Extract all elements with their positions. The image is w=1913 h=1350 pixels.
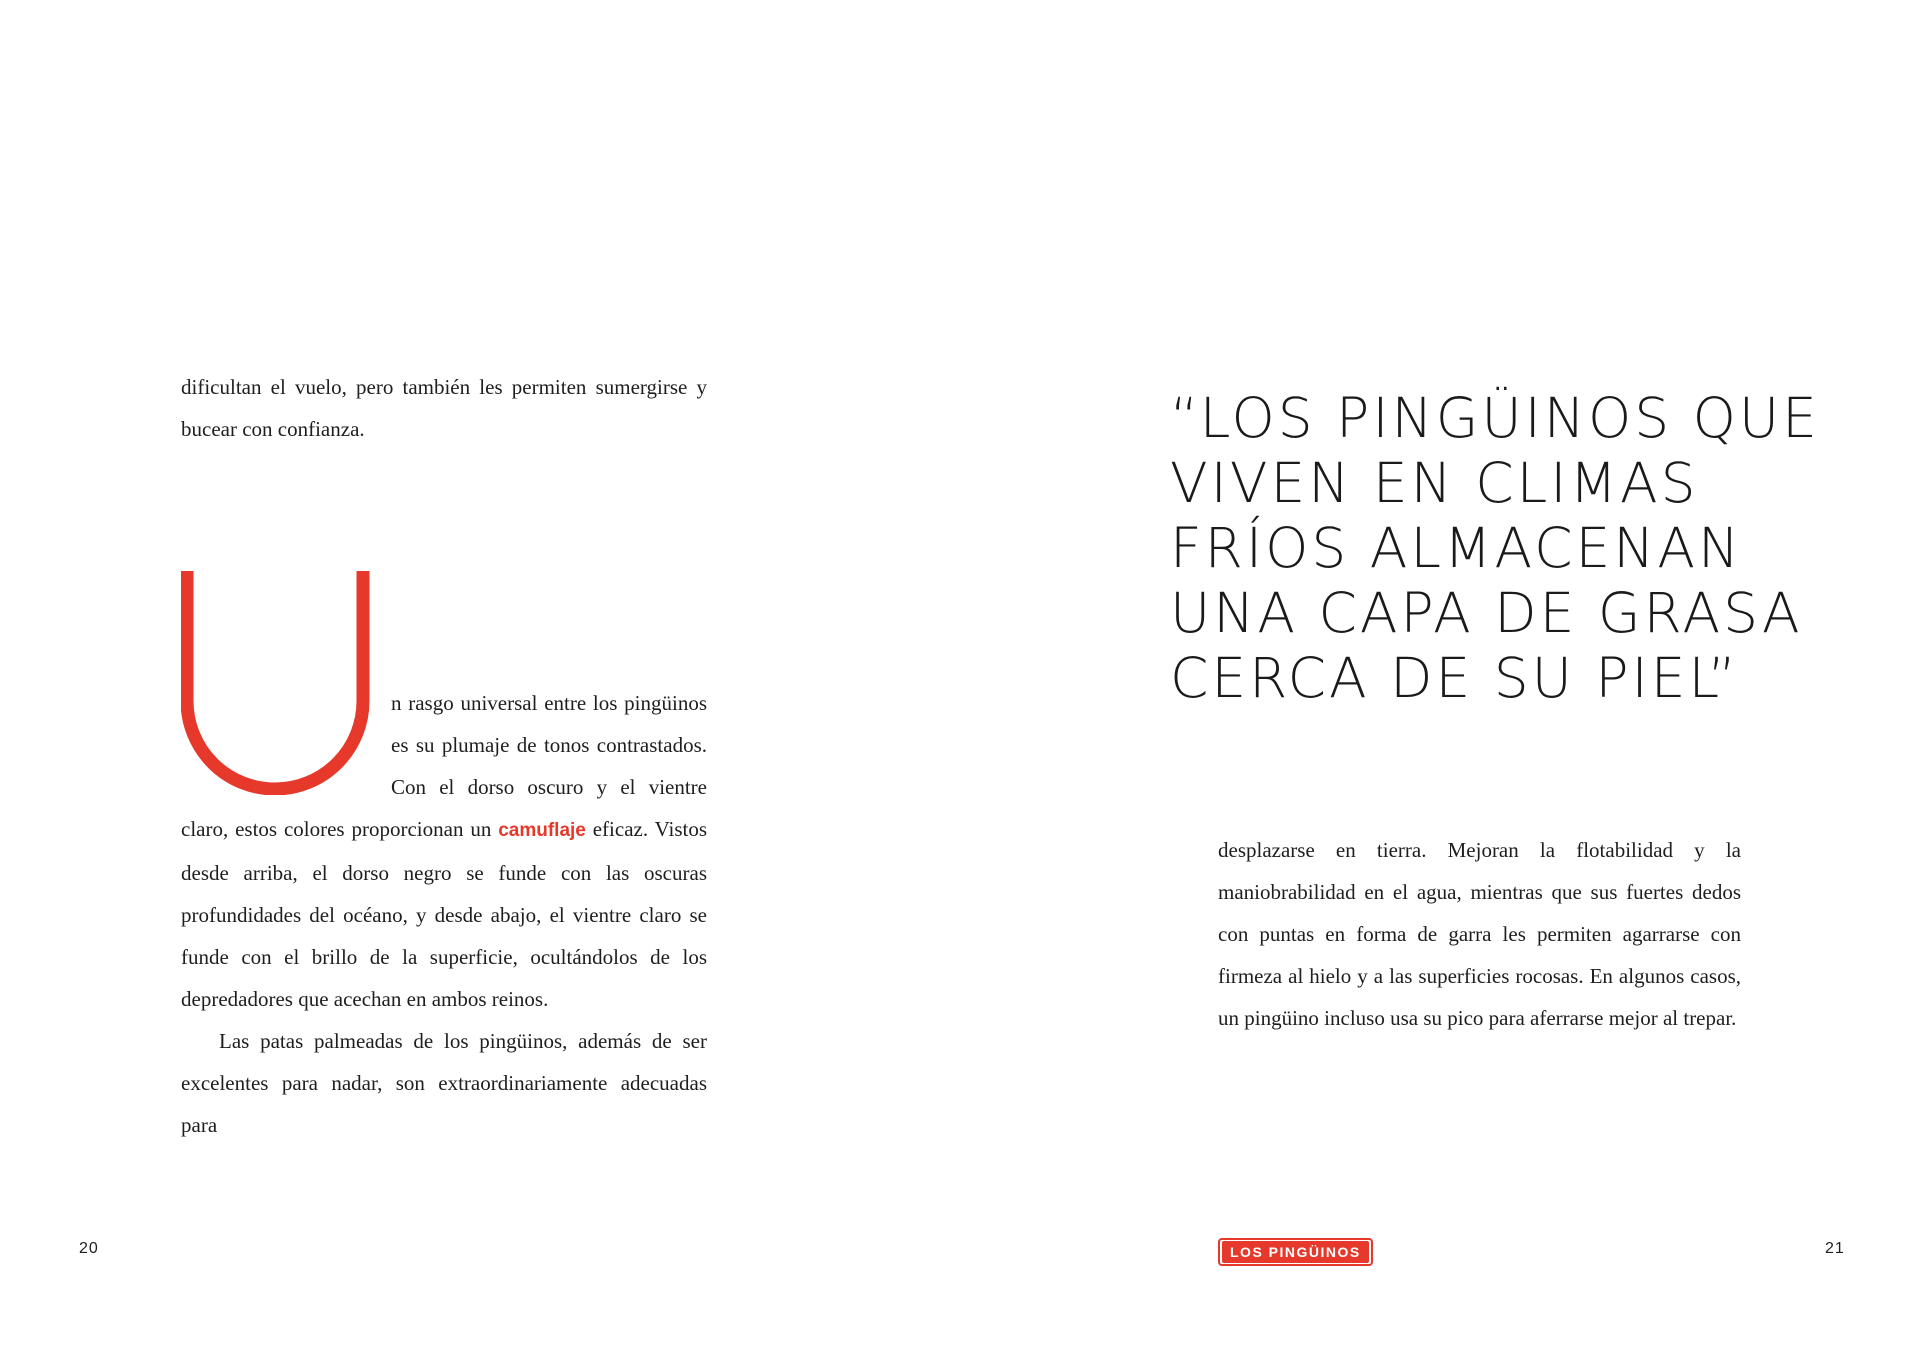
brand-badge [1218, 1238, 1373, 1266]
lead-text: n rasgo universal entre los pingüinos es su plumaje de tonos contrastados. Con el dorso oscuro y el vientre claro, estos colores proporcionan un [181, 691, 707, 841]
pull-quote-line: VIVEN EN CLIMAS [1170, 451, 1699, 515]
lead-text-after: eficaz. Vistos desde arriba, el dorso negro se funde con las oscuras profundidades del océano, y desde abajo, el vientre claro se funde con el brillo de la superficie, ocultándolos de los depredadores que acechan en ambos reinos. [181, 817, 708, 1011]
page-number-right: 21 [1825, 1240, 1845, 1257]
left-continued-paragraph [181, 366, 707, 450]
right-body-paragraph [1218, 829, 1741, 1039]
right-body-text: desplazarse en tierra. Mejoran la flotabilidad y la maniobrabilidad en el agua, mientras que sus fuertes dedos con puntas en forma de garra les permiten agarrarse con firmeza al hielo y a las superficies rocosas. En algunos casos, un pingüino incluso usa su pico para aferrarse mejor al trepar. [1218, 838, 1741, 1030]
highlight-word: camuflaje [498, 820, 586, 841]
pull-quote-line: FRÍOS ALMACENAN [1170, 516, 1743, 580]
page-number-left: 20 [79, 1240, 99, 1257]
pull-quote-line: “LOS PINGÜINOS QUE [1170, 386, 1820, 450]
pull-quote-line: CERCA DE SU PIEL” [1170, 646, 1740, 710]
drop-cap [181, 571, 391, 785]
brand-label: LOS PINGÜINOS [1222, 1241, 1369, 1263]
left-drop-cap-section [181, 571, 707, 1146]
continued-text: dificultan el vuelo, pero también les permiten sumergirse y bucear con confianza. [181, 375, 707, 441]
pull-quote-line: UNA CAPA DE GRASA [1170, 581, 1803, 645]
pull-quote [1170, 386, 1830, 711]
drop-cap-letter-u [181, 571, 371, 795]
second-paragraph: Las patas palmeadas de los pingüinos, además de ser excelentes para nadar, son extraordinariamente adecuadas para [181, 1029, 707, 1137]
